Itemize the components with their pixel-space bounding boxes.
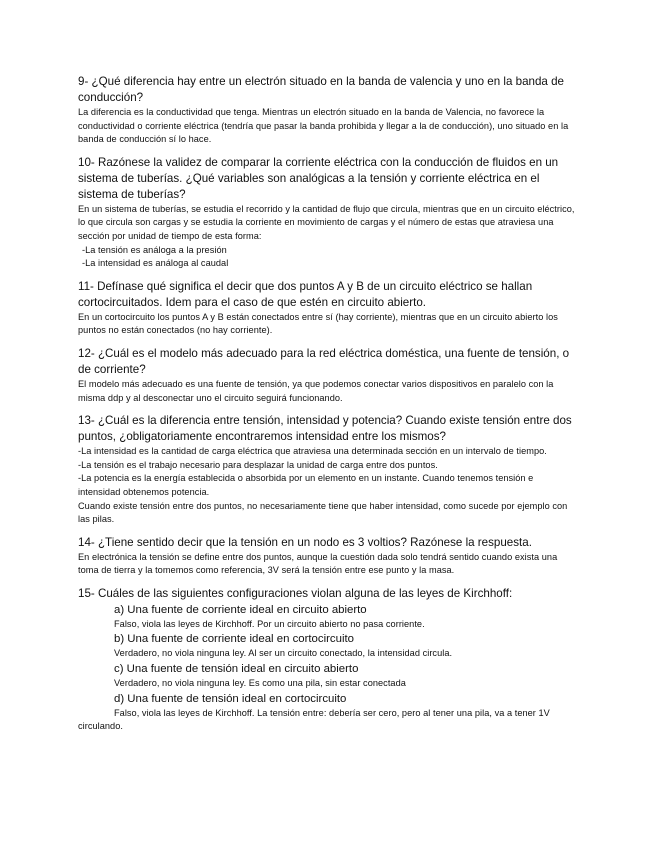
- answer-13: Cuando existe tensión entre dos puntos, no necesariamente tiene que haber intensidad, como sucede por ejemplo con las pilas.: [78, 500, 568, 525]
- question-15-block: [78, 586, 578, 734]
- part-c-label: c) Una fuente de tensión ideal en circuito abierto: [114, 663, 359, 676]
- question-12-block: [78, 346, 578, 405]
- question-15: 15- Cuáles de las siguientes configuraciones violan alguna de las leyes de Kirchhoff:: [78, 586, 513, 600]
- part-c: [78, 661, 578, 691]
- part-b: [78, 631, 578, 661]
- part-a-answer: Falso, viola las leyes de Kirchhoff. Por un circuito abierto no pasa corriente.: [114, 618, 425, 629]
- question-10: 10- Razónese la validez de comparar la corriente eléctrica con la conducción de fluidos en un sistema de tuberías. ¿Qué variables son analógicas a la tensión y corriente eléctrica en el sistema de tuberías?: [78, 155, 559, 201]
- part-a: [78, 602, 578, 632]
- part-b-label: b) Una fuente de corriente ideal en cortocircuito: [114, 633, 354, 646]
- question-9-block: [78, 74, 578, 147]
- answer-11: En un cortocircuito los puntos A y B están conectados entre sí (hay corriente), mientras que en un circuito abierto los puntos no están conectados (no hay corriente).: [78, 311, 558, 336]
- part-c-answer: Verdadero, no viola ninguna ley. Es como una pila, sin estar conectada: [114, 678, 406, 689]
- part-b-answer: Verdadero, no viola ninguna ley. Al ser un circuito conectado, la intensidad circula.: [114, 648, 453, 659]
- question-9: 9- ¿Qué diferencia hay entre un electrón situado en la banda de valencia y uno en la banda de conducción?: [78, 75, 564, 104]
- question-11-block: [78, 279, 578, 338]
- answer-9: La diferencia es la conductividad que tenga. Mientras un electrón situado en la banda de Valencia, no favorece la conductividad o corriente eléctrica (tendría que pasar la banda prohibida y llegar a la de conducción), uno situado en la banda de conducción sí lo hace.: [78, 107, 569, 145]
- answer-12: El modelo más adecuado es una fuente de tensión, ya que podemos conectar varios dispositivos en paralelo con la misma ddp y al desconectar uno el circuito seguirá funcionando.: [78, 378, 554, 403]
- answer-14: En electrónica la tensión se define entre dos puntos, aunque la cuestión dada solo tendrá sentido cuando exista una toma de tierra y la tomemos como referencia, 3V será la tensión entre ese punto y la masa.: [78, 551, 558, 576]
- question-14: 14- ¿Tiene sentido decir que la tensión en un nodo es 3 voltios? Razónese la respuesta.: [78, 535, 532, 549]
- part-d-answer: Falso, viola las leyes de Kirchhoff. La tensión entre: debería ser cero, pero al tener una pila, va a tener 1V circulando.: [78, 707, 550, 732]
- answer-10-item: -La intensidad es análoga al caudal: [82, 258, 229, 269]
- question-13: 13- ¿Cuál es la diferencia entre tensión, intensidad y potencia? Cuando existe tensión entre dos puntos, ¿obligatoriamente encontraremos intensidad entre los mismos?: [78, 414, 572, 444]
- answer-13-item: -La intensidad es la cantidad de carga eléctrica que atraviesa una determinada sección en un intervalo de tiempo.: [78, 446, 547, 457]
- part-d-label: d) Una fuente de tensión ideal en cortocircuito: [114, 692, 347, 705]
- question-11: 11- Defínase qué significa el decir que dos puntos A y B de un circuito eléctrico se hallan cortocircuitados. Idem para el caso de que estén en circuito abierto.: [78, 279, 533, 309]
- part-d: [78, 691, 578, 707]
- answer-13-item: -La potencia es la energía establecida o absorbida por un elemento en un instante. Cuando tenemos tensión e intensidad obtenemos potencia.: [78, 473, 534, 497]
- part-a-label: a) Una fuente de corriente ideal en circuito abierto: [114, 603, 367, 616]
- question-12: 12- ¿Cuál es el modelo más adecuado para la red eléctrica doméstica, una fuente de tensión, o de corriente?: [78, 346, 570, 376]
- document-page: [78, 74, 578, 742]
- answer-10-item: -La tensión es análoga a la presión: [82, 244, 227, 255]
- question-10-block: [78, 155, 578, 271]
- question-14-block: [78, 535, 578, 578]
- question-13-block: [78, 413, 578, 527]
- answer-10: En un sistema de tuberías, se estudia el recorrido y la cantidad de flujo que circula, mientras que en un circuito eléctrico, lo que circula son cargas y se estudia la corriente en movimiento de cargas y el número de estas que atraviesa una sección por unidad de tiempo de esta forma:: [78, 203, 575, 241]
- answer-13-item: -La tensión es el trabajo necesario para desplazar la unidad de carga entre dos puntos.: [78, 459, 438, 470]
